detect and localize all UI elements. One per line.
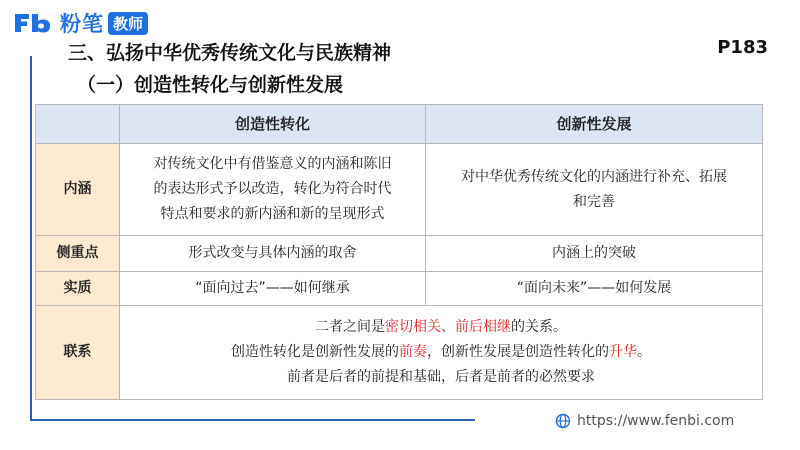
- globe-icon: [555, 413, 571, 429]
- table-row: [36, 144, 763, 236]
- relation-line-2: 创造性转化是创新性发展的前奏，创新性发展是创造性转化的升华。: [231, 344, 651, 360]
- brand-tag: 教师: [108, 12, 148, 35]
- relation-line-3: 前者是后者的前提和基础，后者是前者的必然要求: [287, 369, 595, 385]
- table-header-row: [36, 105, 763, 144]
- header-corner-cell: [36, 105, 120, 144]
- header-cell-transformation: 创造性转化: [120, 105, 426, 144]
- cell-focus-transformation: 形式改变与具体内涵的取舍: [120, 236, 426, 272]
- page-number: P183: [717, 37, 768, 58]
- footer-url[interactable]: [555, 413, 734, 429]
- cell-connotation-development: 对中华优秀传统文化的内涵进行补充、拓展 和完善: [426, 144, 763, 236]
- frame-line-bottom: [30, 419, 475, 421]
- cell-essence-transformation: “面向过去”——如何继承: [120, 272, 426, 306]
- cell-relation: [120, 306, 763, 400]
- header-cell-development: 创新性发展: [426, 105, 763, 144]
- comparison-table: [35, 104, 763, 400]
- row-label-essence: 实质: [36, 272, 120, 306]
- table-row: [36, 236, 763, 272]
- subsection-title: （一）创造性转化与创新性发展: [77, 74, 344, 96]
- row-label-focus: 侧重点: [36, 236, 120, 272]
- cell-connotation-transformation: 对传统文化中有借鉴意义的内涵和陈旧 的表达形式予以改造，转化为符合时代 特点和要求的新内涵和新的呈现形式: [120, 144, 426, 236]
- table-row: [36, 272, 763, 306]
- relation-line-1: 二者之间是密切相关、前后相继的关系。: [315, 319, 567, 335]
- cell-essence-development: “面向未来”——如何发展: [426, 272, 763, 306]
- brand-name: 粉笔: [60, 12, 104, 36]
- section-title: 三、弘扬中华优秀传统文化与民族精神: [68, 42, 392, 64]
- row-label-connotation: 内涵: [36, 144, 120, 236]
- table-row: [36, 306, 763, 400]
- row-label-relation: 联系: [36, 306, 120, 400]
- fenbi-logo-icon: [12, 11, 56, 35]
- brand-logo: [12, 8, 148, 38]
- cell-focus-development: 内涵上的突破: [426, 236, 763, 272]
- footer-url-text: https://www.fenbi.com: [577, 413, 735, 429]
- frame-line-left: [30, 56, 32, 421]
